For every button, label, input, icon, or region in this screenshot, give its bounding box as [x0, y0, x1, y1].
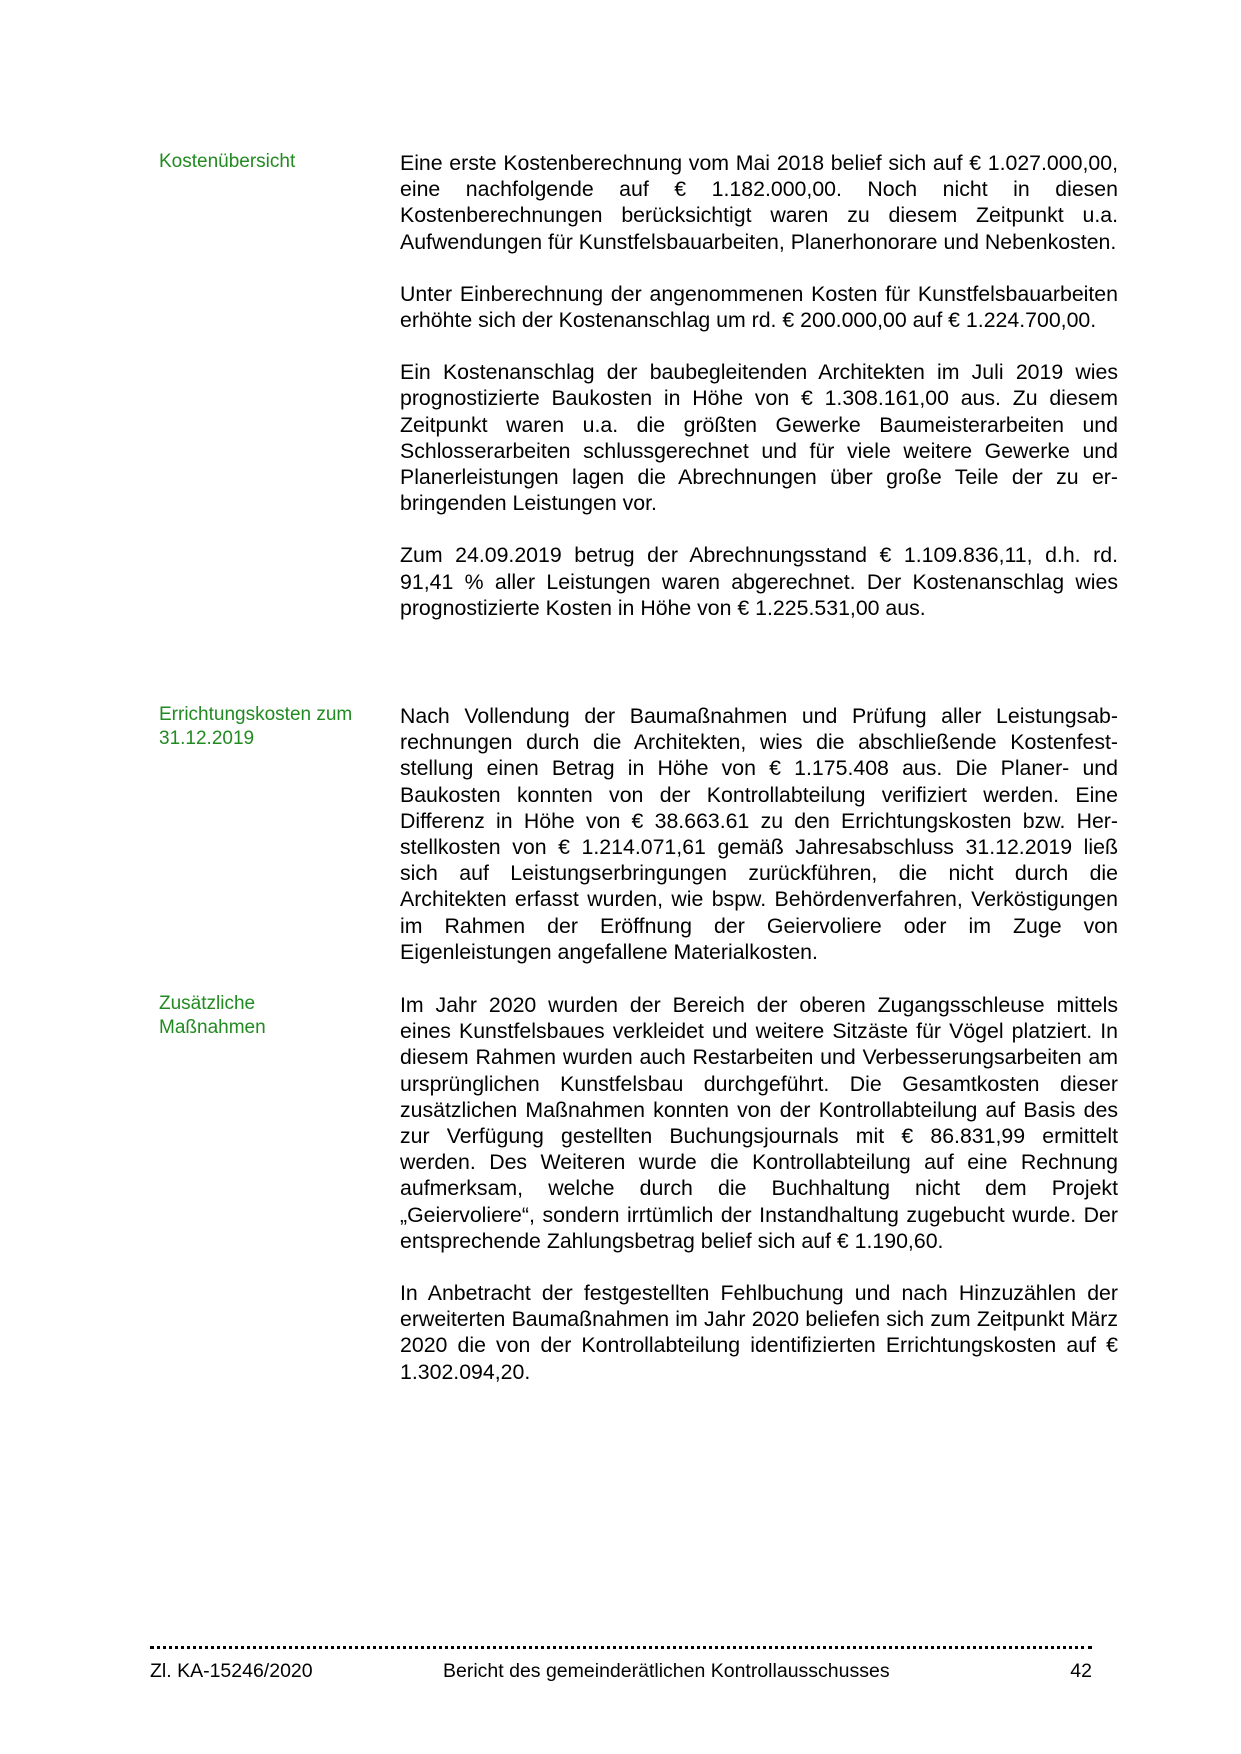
- body-column: [400, 150, 1118, 647]
- margin-label-kostenuebersicht: Kostenübersicht: [159, 151, 296, 172]
- margin-label-zusaetzliche-massnahmen: [159, 992, 379, 1040]
- margin-label-errichtungskosten: [159, 703, 379, 751]
- paragraph: Ein Kostenanschlag der baubegleitenden Architekten im Juli 2019 wies prognostizierte Baukosten in Höhe von € 1.308.161,00 aus. Zu diesem Zeitpunkt waren u.a. die größten Gewerke Baumeisterarbeiten und Schlosserarbeiten schlussgerechnet und für viele weitere Gewerke und Planerleistungen lagen die Abrechnungen über große Teile der zu erbringenden Leistungen vor.: [400, 360, 1118, 516]
- margin-label-line: Errichtungskosten zum: [159, 704, 353, 725]
- margin-label-line: Maßnahmen: [159, 1017, 266, 1038]
- margin-label-line: 31.12.2019: [159, 728, 255, 749]
- paragraph: Nach Vollendung der Baumaßnahmen und Prüfung aller Leistungsabrechnungen durch die Architekten, wies die abschließende Kostenfeststellung einen Betrag in Höhe von € 1.175.408 aus. Die Planer- und Baukosten konnten von der Kontrollabteilung verifiziert werden. Eine Differenz in Höhe von € 38.663.61 zu den Errichtungskosten bzw. Herstellkosten von € 1.214.071,61 gemäß Jahresabschluss 31.12.2019 ließ sich auf Leistungserbringungen zurückführen, die nicht durch die Architekten erfasst wurden, wie bspw. Behördenverfahren, Verköstigungen im Rahmen der Eröffnung der Geiervoliere oder im Zuge von Eigenleistungen angefallene Materialkosten.: [400, 704, 1118, 964]
- footer-reference: Zl. KA-15246/2020: [150, 1660, 313, 1682]
- paragraph: Im Jahr 2020 wurden der Bereich der oberen Zugangsschleuse mittels eines Kunstfelsbaues verkleidet und weitere Sitzäste für Vögel platziert. In diesem Rahmen wurden auch Restarbeiten und Verbesserungsarbeiten am ursprünglichen Kunstfelsbau durchgeführt. Die Gesamtkosten dieser zusätzlichen Maßnahmen konnten von der Kontrollabteilung auf Basis des zur Verfügung gestellten Buchungsjournals mit € 86.831,99 ermittelt werden. Des Weiteren wurde die Kontrollabteilung auf eine Rechnung aufmerksam, welche durch die Buchhaltung nicht dem Projekt „Geiervoliere“, sondern irrtümlich der Instandhaltung zugebucht wurde. Der entsprechende Zahlungsbetrag belief sich auf € 1.190,60.: [400, 993, 1118, 1253]
- paragraph: Unter Einberechnung der angenommenen Kosten für Kunstfelsbauarbeiten erhöhte sich der Kostenanschlag um rd. € 200.000,00 auf € 1.224.700,00.: [400, 281, 1118, 333]
- paragraph: Zum 24.09.2019 betrug der Abrechnungsstand € 1.109.836,11, d.h. rd. 91,41 % aller Leistungen waren abgerechnet. Der Kostenanschlag wies prognostizierte Kosten in Höhe von € 1.225.531,00 aus.: [400, 543, 1118, 620]
- paragraph: In Anbetracht der festgestellten Fehlbuchung und nach Hinzuzählen der erweiterten Baumaßnahmen im Jahr 2020 beliefen sich zum Zeitpunkt März 2020 die von der Kontrollabteilung identifizierten Errichtungskosten auf € 1.302.094,20.: [400, 1281, 1118, 1384]
- paragraph: Eine erste Kostenberechnung vom Mai 2018 belief sich auf € 1.027.000,00, eine nachfolgende auf € 1.182.000,00. Noch nicht in diesen Kostenberechnungen berücksichtigt waren zu diesem Zeitpunkt u.a. Aufwendungen für Kunstfelsbauarbeiten, Planerhonorare und Nebenkosten.: [400, 151, 1118, 254]
- footer-divider: [150, 1636, 1092, 1649]
- body-column: [400, 703, 1118, 991]
- body-column: [400, 992, 1118, 1411]
- footer-title: Bericht des gemeinderätlichen Kontrollausschusses: [443, 1660, 890, 1682]
- margin-label-line: Zusätzliche: [159, 993, 256, 1014]
- page-number: 42: [1070, 1660, 1092, 1682]
